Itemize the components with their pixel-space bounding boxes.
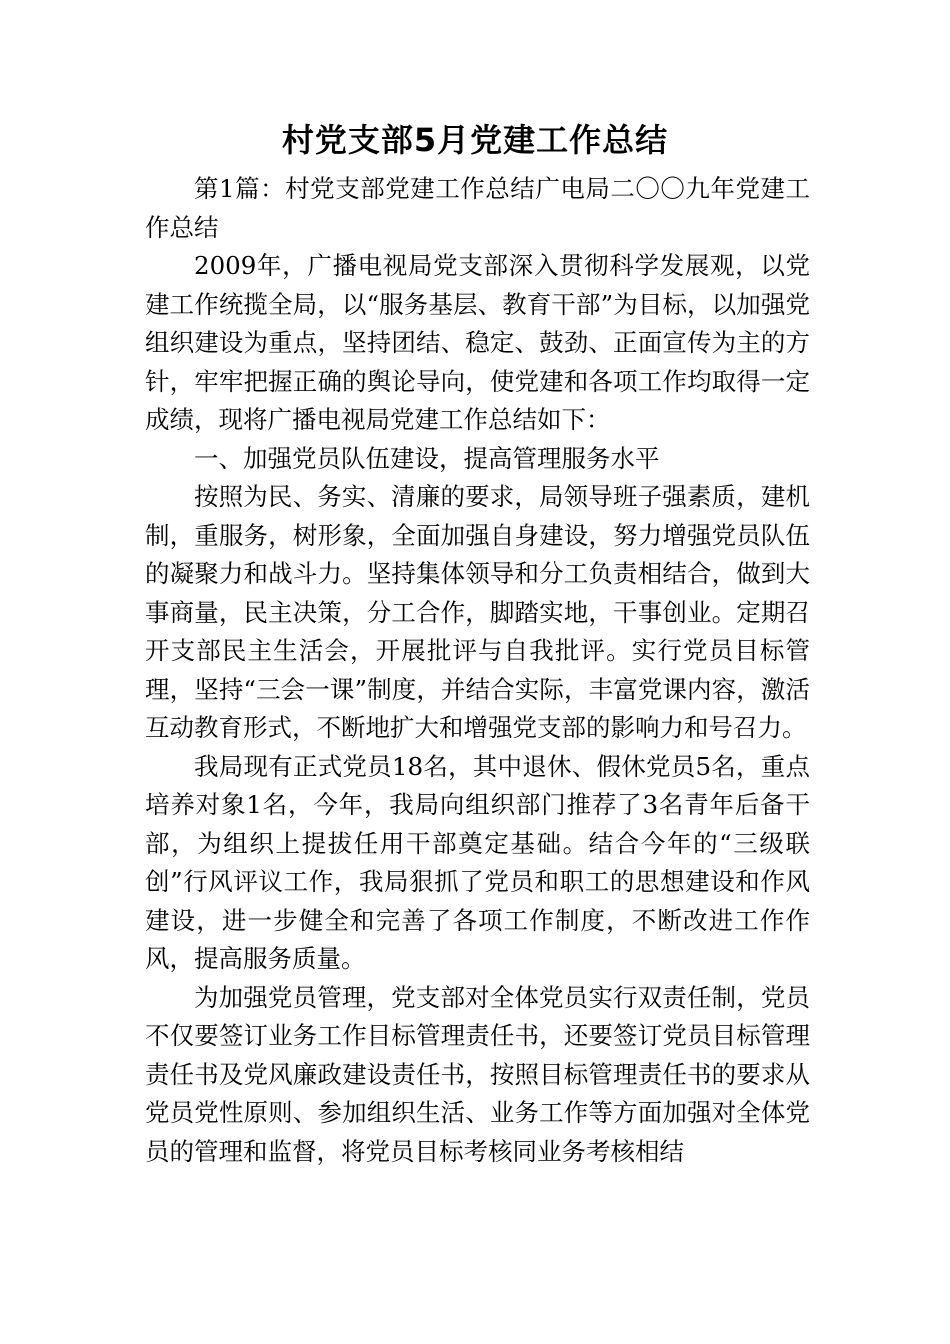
paragraph: 我局现有正式党员18名，其中退休、假休党员5名，重点培养对象1名，今年，我局向组织部门推荐了3名青年后备干部，为组织上提拔任用干部奠定基础。结合今年的“三级联创”行风评议工作，我局狠抓了党员和职工的思想建设和作风建设，进一步健全和完善了各项工作制度，不断改进工作作风，提高服务质量。: [145, 751, 810, 973]
document-title: 村党支部5月党建工作总结: [281, 121, 669, 159]
paragraph: 按照为民、务实、清廉的要求，局领导班子强素质，建机制，重服务，树形象，全面加强自身建设，努力增强党员队伍的凝聚力和战斗力。坚持集体领导和分工负责相结合，做到大事商量，民主决策，分工合作，脚踏实地，干事创业。定期召开支部民主生活会，开展批评与自我批评。实行党员目标管理，坚持“三会一课”制度，并结合实际，丰富党课内容，激活互动教育形式，不断地扩大和增强党支部的影响力和号召力。: [145, 482, 810, 742]
paragraph-article-heading: 第1篇：村党支部党建工作总结广电局二〇〇九年党建工作总结: [145, 174, 810, 242]
paragraph-intro: 2009年，广播电视局党支部深入贯彻科学发展观，以党建工作统揽全局，以“服务基层、教育干部”为目标，以加强党组织建设为重点，坚持团结、稳定、鼓劲、正面宣传为主的方针，牢牢把握正确的舆论导向，使党建和各项工作均取得一定成绩，现将广播电视局党建工作总结如下：: [145, 251, 810, 434]
paragraph: 为加强党员管理，党支部对全体党员实行双责任制，党员不仅要签订业务工作目标管理责任书，还要签订党员目标管理责任书及党风廉政建设责任书，按照目标管理责任书的要求从党员党性原则、参加组织生活、业务工作等方面加强对全体党员的管理和监督，将党员目标考核同业务考核相结: [145, 982, 810, 1166]
section-heading: 一、加强党员队伍建设，提高管理服务水平: [194, 443, 660, 473]
document-body: [145, 170, 810, 1171]
